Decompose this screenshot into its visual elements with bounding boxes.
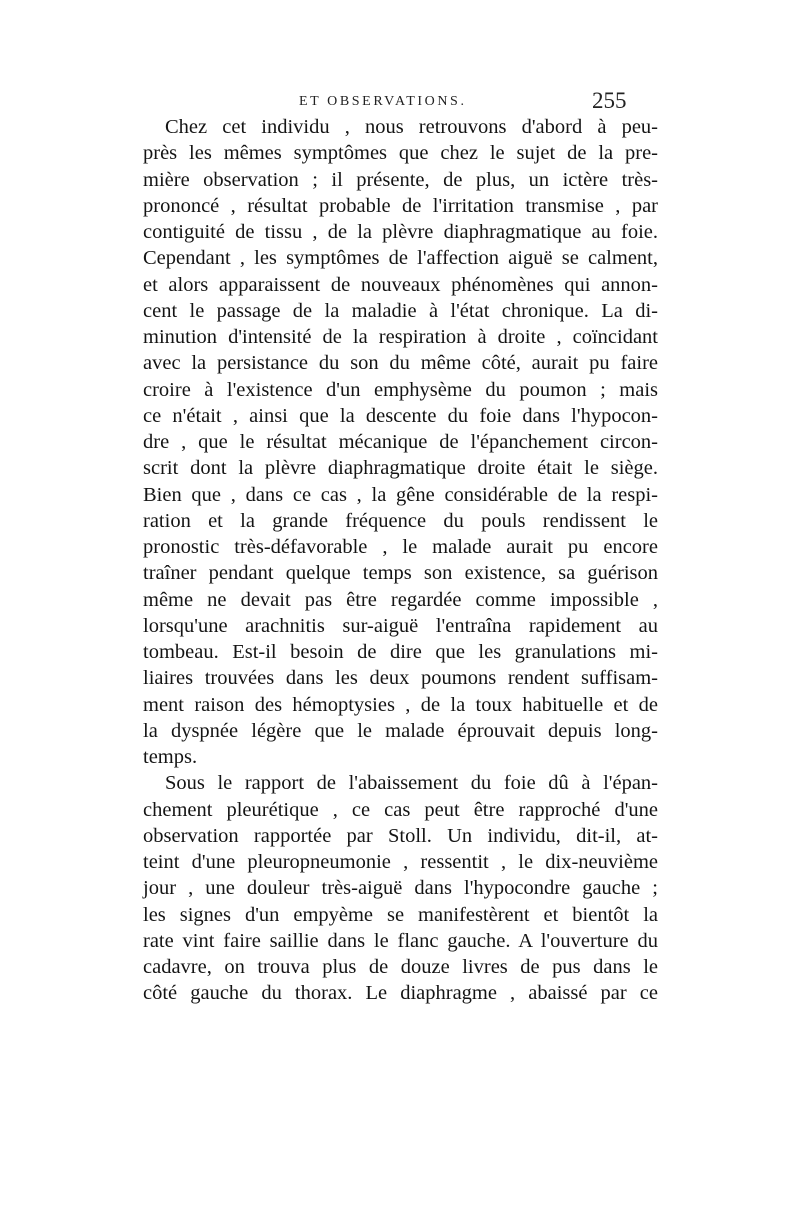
running-head: ET OBSERVATIONS. (299, 94, 467, 109)
text-line: contiguité de tissu , de la plèvre diaphragmatique au foie. (143, 221, 658, 243)
text-line: et alors apparaissent de nouveaux phénomènes qui annon- (143, 273, 658, 296)
text-line: teint d'une pleuropneumonie , ressentit , le dix-neuvième (143, 851, 658, 873)
text-line: Sous le rapport de l'abaissement du foie dû à l'épan- (165, 772, 658, 795)
text-line: les signes d'un empyème se manifestèrent et bientôt la (143, 903, 658, 926)
text-line: tombeau. Est-il besoin de dire que les granulations mi- (143, 641, 658, 663)
text-line: ce n'était , ainsi que la descente du foie dans l'hypocon- (143, 404, 658, 427)
text-line: lorsqu'une arachnitis sur-aiguë l'entraîna rapidement au (143, 614, 658, 637)
text-line: pronostic très-défavorable , le malade aurait pu encore (143, 536, 658, 558)
text-line: cadavre, on trouva plus de douze livres de pus dans le (143, 956, 658, 978)
text-line: rate vint faire saillie dans le flanc gauche. A l'ouverture du (143, 929, 658, 952)
body-text (143, 114, 658, 1007)
text-line: observation rapportée par Stoll. Un individu, dit-il, at- (143, 824, 658, 847)
text-line: chement pleurétique , ce cas peut être rapproché d'une (143, 798, 658, 821)
paragraph-2 (143, 770, 658, 1006)
text-line: côté gauche du thorax. Le diaphragme , abaissé par ce (143, 982, 658, 1005)
text-line: temps. (143, 746, 198, 768)
text-line: avec la persistance du son du même côté, aurait pu faire (143, 352, 658, 375)
page-number: 255 (592, 88, 627, 113)
text-line: Chez cet individu , nous retrouvons d'abord à peu- (165, 116, 658, 138)
text-line: même ne devait pas être regardée comme impossible , (143, 588, 658, 611)
text-line: Bien que , dans ce cas , la gêne considérable de la respi- (143, 483, 658, 506)
text-line: jour , une douleur très-aiguë dans l'hypocondre gauche ; (143, 877, 658, 900)
text-line: dre , que le résultat mécanique de l'épanchement circon- (143, 431, 658, 453)
text-line: liaires trouvées dans les deux poumons rendent suffisam- (143, 667, 658, 690)
text-line: minution d'intensité de la respiration à droite , coïncidant (143, 326, 658, 348)
text-line: traîner pendant quelque temps son existence, sa guérison (143, 562, 658, 585)
text-line: mière observation ; il présente, de plus, un ictère très- (143, 168, 658, 191)
text-line: croire à l'existence d'un emphysème du poumon ; mais (143, 378, 658, 401)
text-line: Cependant , les symptômes de l'affection aiguë se calment, (143, 247, 658, 270)
text-line: ment raison des hémoptysies , de la toux habituelle et de (143, 693, 658, 716)
text-line: scrit dont la plèvre diaphragmatique droite était le siège. (143, 457, 658, 480)
text-line: près les mêmes symptômes que chez le sujet de la pre- (143, 142, 658, 165)
text-line: la dyspnée légère que le malade éprouvait depuis long- (143, 719, 658, 742)
text-line: cent le passage de la maladie à l'état chronique. La di- (143, 299, 658, 322)
text-line: ration et la grande fréquence du pouls rendissent le (143, 509, 658, 532)
text-line: prononcé , résultat probable de l'irritation transmise , par (143, 194, 658, 217)
paragraph-1 (143, 114, 658, 770)
